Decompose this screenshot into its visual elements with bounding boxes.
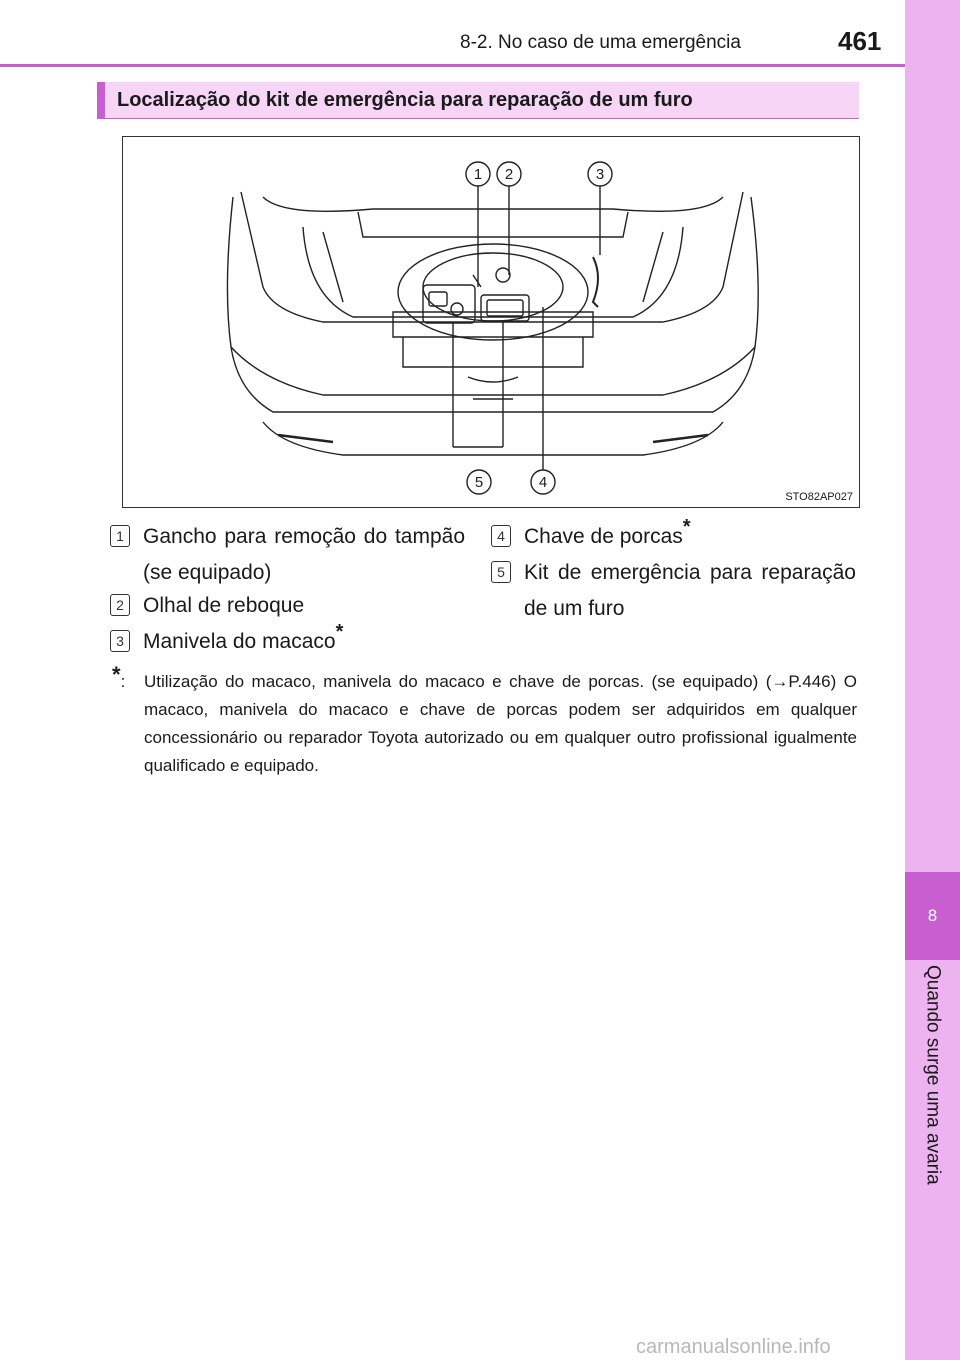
footnote <box>112 662 857 780</box>
figure-code: STO82AP027 <box>785 491 853 503</box>
callout-2: 2 <box>504 166 514 183</box>
item-5-badge: 5 <box>491 561 511 583</box>
footnote-text: Utilização do macaco, manivela do macaco e chave de porcas. (se equipado) (→P.446) O macaco, manivela do macaco e chave de porcas podem ser adquiridos em qualquer concessionário ou reparador Toyota autorizado ou em qualquer outro profissional igualmente qualificado e equipado. <box>144 672 857 775</box>
footnote-mark: *: <box>112 662 126 691</box>
callout-4: 4 <box>538 474 548 491</box>
section-title-underline <box>97 118 859 119</box>
item-4-text <box>524 516 856 555</box>
trunk-line-drawing <box>123 137 859 507</box>
item-2-label: Olhal de reboque <box>143 594 305 617</box>
watermark: carmanualsonline.info <box>636 1336 831 1358</box>
header-section-title: 8-2. No caso de uma emergência <box>460 32 741 53</box>
page-number: 461 <box>838 26 882 56</box>
item-2-badge: 2 <box>110 594 130 616</box>
item-2-text <box>143 588 465 624</box>
callout-5: 5 <box>474 474 484 491</box>
item-5-label: Kit de emergência para reparação de um furo <box>524 561 856 620</box>
chapter-number: 8 <box>927 906 938 925</box>
item-4-badge: 4 <box>491 525 511 547</box>
chapter-title-vertical <box>905 965 960 1215</box>
section-title: Localização do kit de emergência para reparação de um furo <box>117 89 693 111</box>
item-4-footnote-star: * <box>682 516 691 538</box>
trunk-illustration <box>122 136 860 508</box>
callout-3: 3 <box>595 166 605 183</box>
item-1-badge: 1 <box>110 525 130 547</box>
item-5-text <box>524 555 856 627</box>
item-3-footnote-star: * <box>335 621 344 643</box>
callout-1: 1 <box>473 166 483 183</box>
chapter-tab[interactable] <box>905 872 960 960</box>
chapter-title: Quando surge uma avaria <box>922 965 944 1185</box>
item-1-label: Gancho para remoção do tampão (se equipado) <box>143 525 465 584</box>
item-3-label: Manivela do macaco <box>143 630 336 653</box>
item-3-badge: 3 <box>110 630 130 652</box>
item-3-text <box>143 621 465 660</box>
header-divider <box>0 64 905 67</box>
item-1-text <box>143 519 465 591</box>
item-4-label: Chave de porcas <box>524 525 683 548</box>
section-title-bar <box>97 82 859 118</box>
